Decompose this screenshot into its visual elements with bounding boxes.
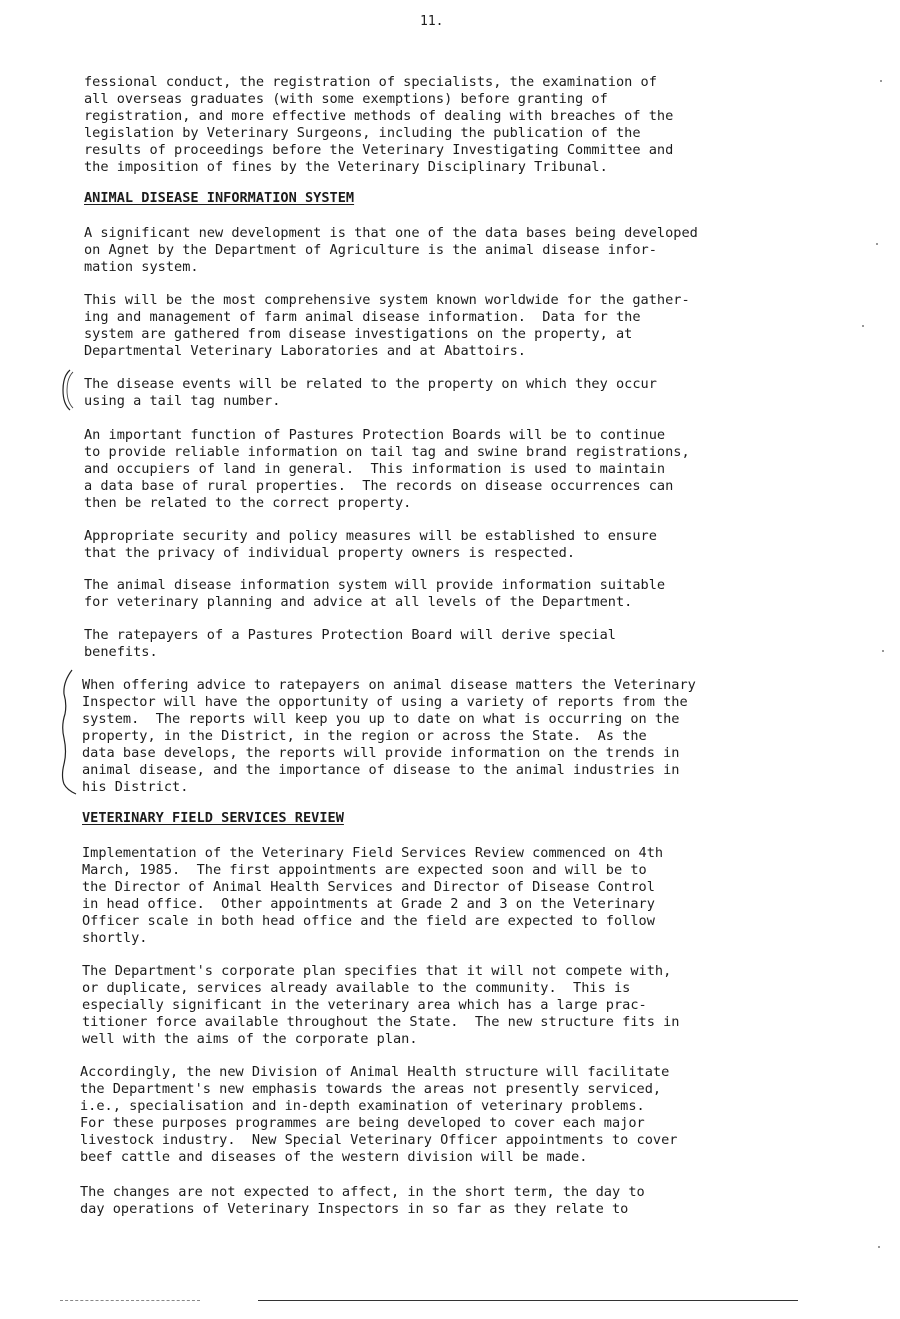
- paragraph-line: using a tail tag number.: [84, 393, 281, 409]
- paragraph-line: legislation by Veterinary Surgeons, including the publication of the: [84, 125, 641, 141]
- paragraph-line: especially significant in the veterinary area which has a large prac-: [82, 997, 647, 1013]
- paragraph-line: the imposition of fines by the Veterinary Disciplinary Tribunal.: [84, 159, 608, 175]
- paragraph-line: The animal disease information system will provide information suitable: [84, 577, 666, 593]
- paragraph-line: Officer scale in both head office and the field are expected to follow: [82, 913, 655, 929]
- scan-speck: [880, 80, 882, 82]
- paragraph-line: results of proceedings before the Veterinary Investigating Committee and: [84, 142, 674, 158]
- paragraph-line: fessional conduct, the registration of specialists, the examination of: [84, 74, 657, 90]
- scan-speck: [882, 650, 884, 652]
- paragraph-line: For these purposes programmes are being developed to cover each major: [80, 1115, 645, 1131]
- paragraph-line: Accordingly, the new Division of Animal Health structure will facilitate: [80, 1064, 670, 1080]
- paragraph-line: A significant new development is that one of the data bases being developed: [84, 225, 698, 241]
- paragraph-line: Implementation of the Veterinary Field Services Review commenced on 4th: [82, 845, 664, 861]
- paragraph-line: system are gathered from disease investigations on the property, at: [84, 326, 633, 342]
- paragraph-line: When offering advice to ratepayers on animal disease matters the Veterinary: [82, 677, 696, 693]
- paragraph-line: The disease events will be related to the property on which they occur: [84, 376, 657, 392]
- paragraph-line: for veterinary planning and advice at all levels of the Department.: [84, 594, 633, 610]
- paragraph-line: in head office. Other appointments at Grade 2 and 3 on the Veterinary: [82, 896, 655, 912]
- paragraph-line: ing and management of farm animal disease information. Data for the: [84, 309, 641, 325]
- paragraph-line: system. The reports will keep you up to date on what is occurring on the: [82, 711, 680, 727]
- paragraph-line: shortly.: [82, 930, 148, 946]
- paragraph-line: his District.: [82, 779, 189, 795]
- paragraph-line: titioner force available throughout the State. The new structure fits in: [82, 1014, 680, 1030]
- paragraph-line: This will be the most comprehensive system known worldwide for the gather-: [84, 292, 690, 308]
- section-heading: ANIMAL DISEASE INFORMATION SYSTEM: [84, 190, 355, 206]
- paragraph-line: beef cattle and diseases of the western division will be made.: [80, 1149, 588, 1165]
- margin-bracket-short: [58, 368, 74, 412]
- paragraph-line: Appropriate security and policy measures will be established to ensure: [84, 528, 657, 544]
- paragraph-line: Departmental Veterinary Laboratories and at Abattoirs.: [84, 343, 526, 359]
- paragraph-line: March, 1985. The first appointments are expected soon and will be to: [82, 862, 647, 878]
- paragraph-line: that the privacy of individual property owners is respected.: [84, 545, 576, 561]
- paragraph-line: An important function of Pastures Protection Boards will be to continue: [84, 427, 666, 443]
- paragraph-line: and occupiers of land in general. This information is used to maintain: [84, 461, 666, 477]
- paragraph-line: a data base of rural properties. The records on disease occurrences can: [84, 478, 674, 494]
- paragraph-line: data base develops, the reports will provide information on the trends in: [82, 745, 680, 761]
- paragraph-line: mation system.: [84, 259, 199, 275]
- paragraph-line: The Department's corporate plan specifies that it will not compete with,: [82, 963, 672, 979]
- margin-bracket-long: [56, 668, 78, 796]
- scan-speck: [876, 243, 878, 245]
- paragraph-line: registration, and more effective methods of dealing with breaches of the: [84, 108, 674, 124]
- paragraph-line: The changes are not expected to affect, in the short term, the day to: [80, 1184, 645, 1200]
- paragraph-line: all overseas graduates (with some exemptions) before granting of: [84, 91, 608, 107]
- paragraph-line: i.e., specialisation and in-depth examination of veterinary problems.: [80, 1098, 645, 1114]
- scan-speck: [878, 1246, 880, 1248]
- paragraph-line: Inspector will have the opportunity of using a variety of reports from the: [82, 694, 688, 710]
- footer-rule-left: [60, 1300, 200, 1301]
- scan-speck: [862, 325, 864, 327]
- paragraph-line: property, in the District, in the region or across the State. As the: [82, 728, 647, 744]
- paragraph-line: well with the aims of the corporate plan.: [82, 1031, 418, 1047]
- paragraph-line: on Agnet by the Department of Agriculture is the animal disease infor-: [84, 242, 657, 258]
- footer-rule-main: [258, 1300, 798, 1301]
- paragraph-line: day operations of Veterinary Inspectors in so far as they relate to: [80, 1201, 629, 1217]
- paragraph-line: the Director of Animal Health Services and Director of Disease Control: [82, 879, 655, 895]
- paragraph-line: livestock industry. New Special Veterinary Officer appointments to cover: [80, 1132, 678, 1148]
- page-number: 11.: [420, 14, 444, 29]
- paragraph-line: or duplicate, services already available to the community. This is: [82, 980, 631, 996]
- paragraph-line: to provide reliable information on tail tag and swine brand registrations,: [84, 444, 690, 460]
- paragraph-line: animal disease, and the importance of disease to the animal industries in: [82, 762, 680, 778]
- paragraph-line: The ratepayers of a Pastures Protection Board will derive special: [84, 627, 616, 643]
- paragraph-line: benefits.: [84, 644, 158, 660]
- section-heading: VETERINARY FIELD SERVICES REVIEW: [82, 810, 344, 826]
- paragraph-line: then be related to the correct property.: [84, 495, 412, 511]
- paragraph-line: the Department's new emphasis towards the areas not presently serviced,: [80, 1081, 662, 1097]
